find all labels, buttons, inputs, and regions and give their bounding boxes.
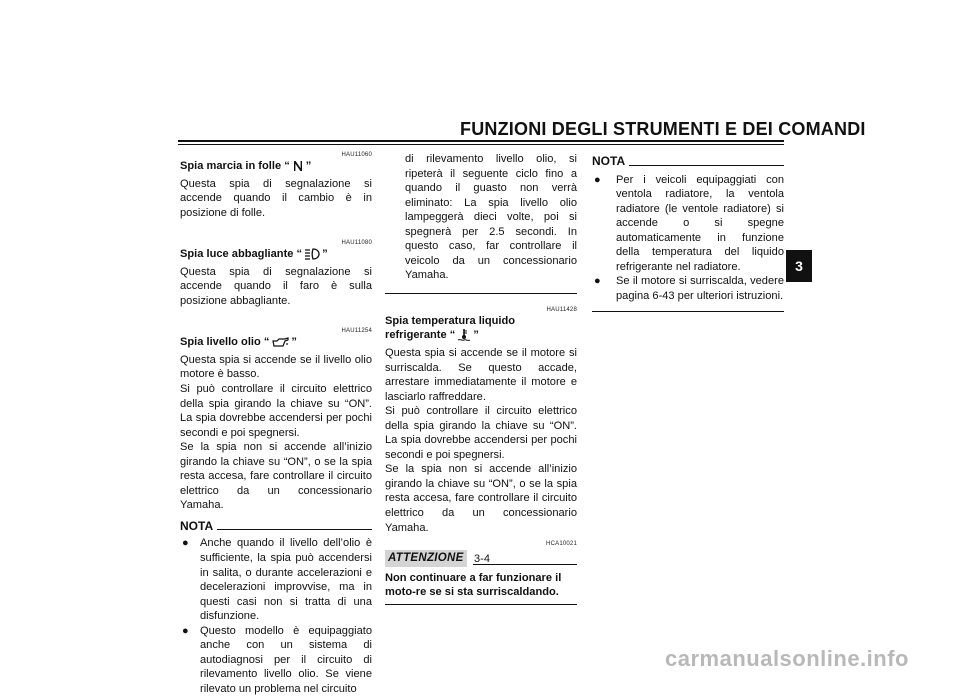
high-beam-icon xyxy=(304,248,320,265)
header-rule-thin xyxy=(178,144,784,145)
nota-header xyxy=(180,519,372,534)
page-title: FUNZIONI DEGLI STRUMENTI E DEI COMANDI xyxy=(460,119,866,139)
right-column xyxy=(592,152,784,312)
coolant-temperature-icon xyxy=(457,328,471,346)
watermark: carmanualsonline.info xyxy=(665,646,909,671)
attenzione-bottom-rule xyxy=(385,604,577,605)
section-paragraph: Si può controllare il circuito elettrico della spia girando la chiave su “ON”. La spia dovrebbe accendersi per pochi secondi e poi spegnersi. xyxy=(180,383,372,439)
section-body: Questa spia di segnalazione si accende quando il cambio è in posizione di folle. xyxy=(180,177,372,219)
oil-can-icon xyxy=(271,336,289,353)
nota-label: NOTA xyxy=(180,518,214,533)
chapter-tab: 3 xyxy=(786,250,812,282)
section-code: HAU11254 xyxy=(341,328,372,335)
nota-rule xyxy=(217,529,372,530)
attenzione-label: ATTENZIONE xyxy=(385,550,467,567)
middle-column xyxy=(385,152,577,605)
section-paragraph: Questa spia si accende se il livello olio motore è basso. xyxy=(180,353,372,381)
list-item-continuation: di rilevamento livello olio, si ripeterà il seguente ciclo fino a quando il guasto non verrà eliminato: La spia livello olio lampeggerà dieci volte, poi si spegnerà per 2.5 secondi. In questo caso, far controllare il veicolo da un concessionario Yamaha. xyxy=(405,153,577,282)
section-paragraph: Questa spia si accende se il motore si surriscalda. Se questo accade, arrestare immediatamente il motore e lasciarlo raffreddare. xyxy=(385,347,577,403)
section-title-oil: Spia livello olio “ ” xyxy=(180,335,372,353)
section-title-neutral: Spia marcia in folle “ ” xyxy=(180,159,372,177)
list-item: ● Se il motore si surriscalda, vedere pagina 6-43 per ulteriori istruzioni. xyxy=(594,275,784,302)
header-rule-thick xyxy=(178,140,784,142)
list-item: ● Per i veicoli equipaggiati con ventola radiatore, la ventola radiatore (le ventole radiatore) si accende o si spegne automaticamente in funzione della temperatura del liquido refrigerante nel radiatore. xyxy=(594,173,784,273)
neutral-n-icon xyxy=(292,160,304,177)
section-separator xyxy=(385,293,577,294)
nota-rule xyxy=(629,165,784,166)
section-paragraph: Se la spia non si accende all’inizio girando la chiave su “ON”, o se la spia resta accesa, fare controllare il circuito elettrico da un concessionario Yamaha. xyxy=(385,463,577,534)
section-body: Questa spia di segnalazione si accende quando il faro è sulla posizione abbagliante. xyxy=(180,265,372,307)
section-code: HAU11428 xyxy=(546,306,577,313)
bullet-icon: ● xyxy=(594,173,601,186)
section-title-coolant-cont: refrigerante “ ” xyxy=(385,328,577,346)
section-title-coolant: Spia temperatura liquido xyxy=(385,314,516,327)
section-code: HCA10021 xyxy=(546,541,577,548)
nota-label: NOTA xyxy=(592,154,626,168)
list-item: ● Anche quando il livello dell’olio è sufficiente, la spia può accendersi in salita, o durante accelerazioni e decelerazioni improvvise, ma in questi casi non si tratta di una disfunzione. xyxy=(182,537,372,623)
section-code: HAU11080 xyxy=(341,240,372,247)
section-paragraph: Si può controllare il circuito elettrico della spia girando la chiave su “ON”. La spia dovrebbe accendersi per pochi secondi e poi spegnersi. xyxy=(385,405,577,461)
bullet-icon: ● xyxy=(594,275,601,288)
list-item: ● Questo modello è equipaggiato anche con un sistema di autodiagnosi per il circuito di rilevamento livello olio. Se viene rilevato un problema nel circuito xyxy=(182,624,372,695)
left-column xyxy=(180,152,372,697)
section-paragraph: Se la spia non si accende all’inizio girando la chiave su “ON”, o se la spia resta accesa, fare controllare il circuito elettrico da un concessionario Yamaha. xyxy=(180,441,372,512)
bullet-icon: ● xyxy=(182,537,189,550)
attenzione-text: Non continuare a far funzionare il moto-re se si sta surriscaldando. xyxy=(385,571,562,599)
nota-bottom-rule xyxy=(592,311,784,312)
page-number: 3-4 xyxy=(474,553,490,565)
bullet-icon: ● xyxy=(182,624,189,637)
section-title-high-beam: Spia luce abbagliante “ ” xyxy=(180,247,372,265)
section-code: HAU11060 xyxy=(341,152,372,158)
nota-header xyxy=(592,154,784,169)
